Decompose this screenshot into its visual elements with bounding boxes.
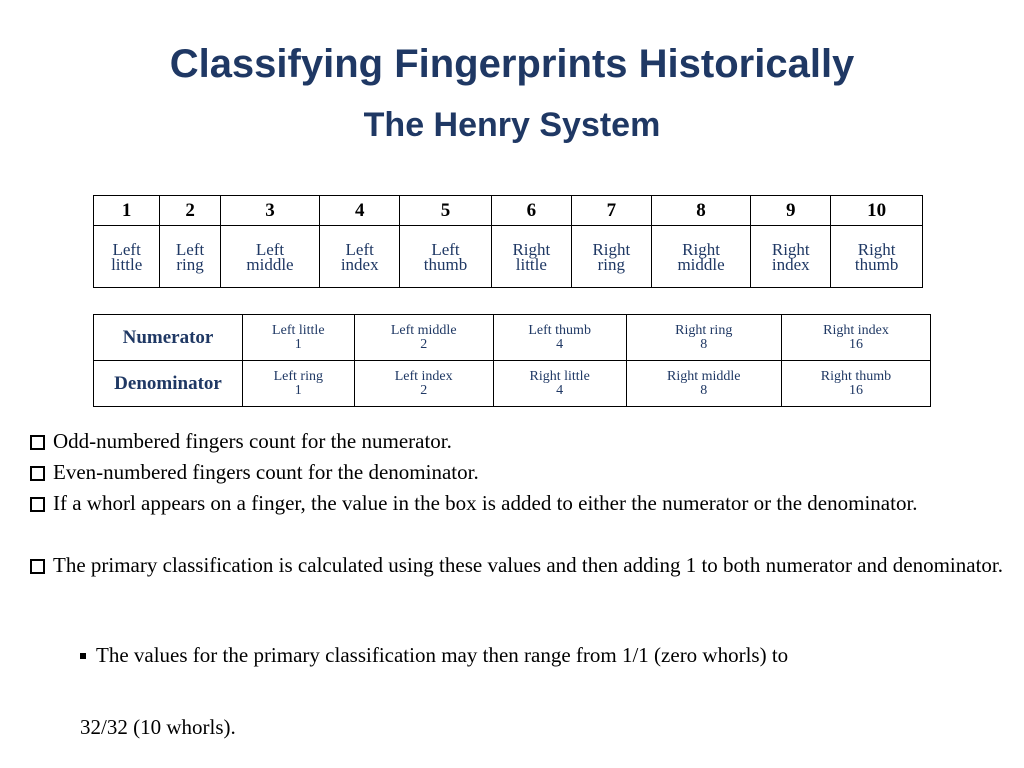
- finger-label-hand: Left: [112, 240, 141, 259]
- finger-label-digit: thumb: [854, 255, 899, 274]
- cell-finger: Right thumb: [820, 368, 892, 384]
- cell-finger: Left thumb: [528, 322, 591, 338]
- classification-cell: [781, 361, 930, 407]
- cell-value: 1: [294, 336, 302, 352]
- cell-finger: Right little: [529, 368, 590, 384]
- finger-label-digit: middle: [246, 255, 294, 274]
- finger-number: 9: [751, 196, 831, 226]
- finger-number: 10: [831, 196, 923, 226]
- finger-label-hand: Right: [771, 240, 810, 259]
- cell-value: 1: [294, 382, 302, 398]
- finger-label: [751, 226, 831, 288]
- cell-value: 2: [420, 382, 428, 398]
- finger-number: 4: [320, 196, 400, 226]
- bullet-text: Odd-numbered fingers count for the numerator.: [53, 429, 452, 453]
- finger-label-digit: thumb: [423, 255, 468, 274]
- finger-label-digit: index: [771, 255, 810, 274]
- cell-value: 16: [848, 336, 863, 352]
- cell-value: 4: [556, 382, 564, 398]
- bullet-item: [28, 457, 1003, 488]
- finger-number: 3: [220, 196, 319, 226]
- denominator-row: [94, 361, 931, 407]
- finger-label-digit: little: [515, 255, 547, 274]
- denominator-header: Denominator: [94, 361, 243, 407]
- sub-bullet-text: The values for the primary classification may then range from 1/1 (zero whorls) to: [96, 643, 789, 667]
- classification-cell: [243, 315, 355, 361]
- classification-cell: [781, 315, 930, 361]
- finger-label: [94, 226, 160, 288]
- classification-cell: [243, 361, 355, 407]
- finger-number-table: [93, 195, 923, 288]
- finger-label-digit: ring: [597, 255, 626, 274]
- finger-label-hand: Left: [431, 240, 460, 259]
- finger-label-hand: Left: [345, 240, 374, 259]
- cell-finger: Left ring: [273, 368, 323, 384]
- cell-value: 2: [420, 336, 428, 352]
- bullet-item: [28, 426, 1003, 457]
- numerator-row: [94, 315, 931, 361]
- finger-number: 7: [571, 196, 651, 226]
- finger-label-digit: index: [340, 255, 379, 274]
- cell-value: 16: [848, 382, 863, 398]
- classification-cell: [493, 315, 626, 361]
- cell-value: 8: [700, 336, 708, 352]
- cell-value: 8: [700, 382, 708, 398]
- finger-label: [651, 226, 750, 288]
- finger-label: [160, 226, 220, 288]
- finger-number-row: [94, 196, 923, 226]
- finger-label: [571, 226, 651, 288]
- finger-label: [320, 226, 400, 288]
- bullet-text: Even-numbered fingers count for the denominator.: [53, 460, 479, 484]
- finger-label: [400, 226, 492, 288]
- finger-label-hand: Right: [512, 240, 551, 259]
- cell-finger: Left middle: [390, 322, 457, 338]
- finger-label-hand: Left: [255, 240, 285, 259]
- numerator-header: Numerator: [94, 315, 243, 361]
- finger-number: 6: [491, 196, 571, 226]
- finger-label-digit: middle: [677, 255, 725, 274]
- finger-label-digit: ring: [176, 255, 204, 274]
- classification-cell: [354, 315, 493, 361]
- cell-finger: Right index: [823, 322, 889, 338]
- sub-bullet: [80, 640, 1000, 671]
- sub-bullet-continuation: 32/32 (10 whorls).: [80, 715, 236, 739]
- cell-finger: Left little: [272, 322, 325, 338]
- finger-label: [220, 226, 319, 288]
- cell-finger: Left index: [394, 368, 453, 384]
- classification-table: [93, 314, 931, 407]
- classification-cell: [626, 361, 781, 407]
- bullet-item: [28, 488, 1003, 519]
- classification-cell: [493, 361, 626, 407]
- finger-label: [831, 226, 923, 288]
- finger-label-digit: little: [111, 255, 143, 274]
- classification-cell: [354, 361, 493, 407]
- finger-number: 8: [651, 196, 750, 226]
- finger-number: 1: [94, 196, 160, 226]
- slide-title: Classifying Fingerprints Historically: [169, 42, 855, 86]
- bullet-item: [28, 550, 1003, 581]
- bullet-text: If a whorl appears on a finger, the value in the box is added to either the numerator or the denominator.: [53, 491, 918, 515]
- bullet-list: [28, 426, 1003, 581]
- checkbox-bullet-icon: [30, 435, 45, 450]
- slide-subtitle: The Henry System: [363, 106, 661, 144]
- finger-label-hand: Right: [682, 240, 720, 259]
- finger-label-hand: Left: [175, 240, 205, 259]
- cell-finger: Right middle: [666, 368, 741, 384]
- finger-label-row: [94, 226, 923, 288]
- finger-label-hand: Right: [592, 240, 631, 259]
- cell-value: 4: [556, 336, 564, 352]
- square-bullet-icon: [80, 653, 86, 659]
- cell-finger: Right ring: [675, 322, 733, 338]
- checkbox-bullet-icon: [30, 497, 45, 512]
- finger-number: 5: [400, 196, 492, 226]
- bullet-text: The primary classification is calculated using these values and then adding 1 to both numerator and denominator.: [53, 553, 1003, 577]
- finger-label-hand: Right: [857, 240, 896, 259]
- finger-label: [491, 226, 571, 288]
- classification-cell: [626, 315, 781, 361]
- checkbox-bullet-icon: [30, 466, 45, 481]
- finger-number: 2: [160, 196, 220, 226]
- checkbox-bullet-icon: [30, 559, 45, 574]
